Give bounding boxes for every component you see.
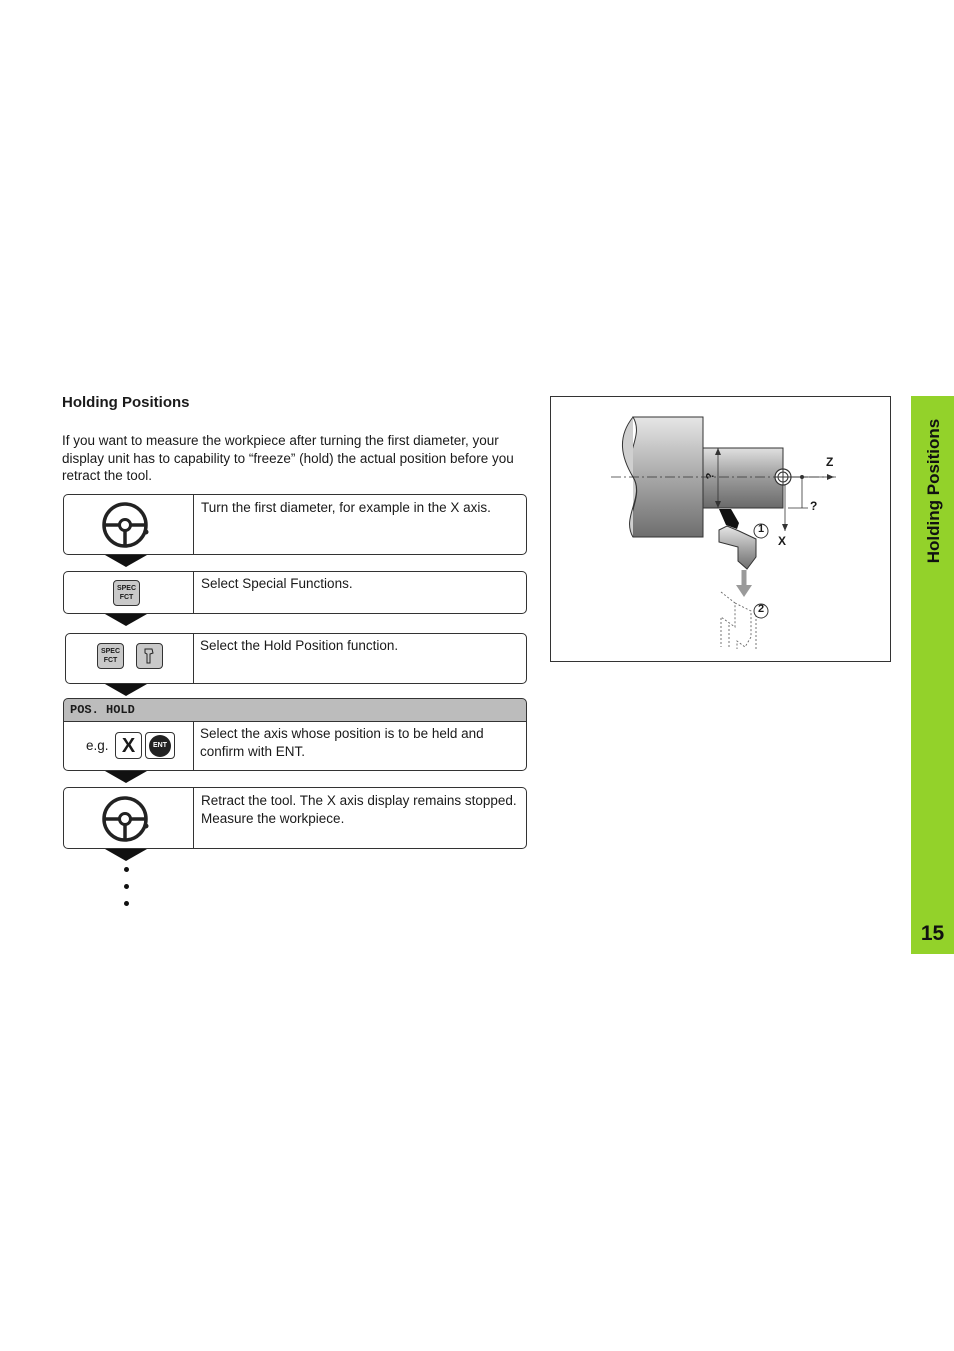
step-1-text: Turn the first diameter, for example in the X axis. (201, 500, 491, 515)
display-header: POS. HOLD (63, 698, 527, 722)
step-4-text: Select the axis whose position is to be held and confirm with ENT. (200, 726, 484, 759)
handwheel-icon (100, 793, 152, 845)
flow-arrow (105, 771, 147, 783)
step-5-text: Retract the tool. The X axis display remains stopped. Measure the workpiece. (201, 793, 517, 826)
continuation-dot (124, 867, 129, 872)
step-3-text: Select the Hold Position function. (200, 638, 399, 653)
step-3-box (65, 633, 527, 684)
axis-x-key[interactable]: X (115, 732, 142, 759)
sidebar-title: Holding Positions (923, 418, 943, 564)
flow-arrow (105, 849, 147, 861)
step-4-box (63, 721, 527, 771)
diameter-label: ? (704, 472, 717, 480)
flow-arrow (105, 614, 147, 626)
spec-fct-key[interactable]: SPEC FCT (113, 580, 140, 606)
marker-1: 1 (757, 523, 765, 535)
ent-key[interactable]: ENT (145, 732, 175, 759)
hold-icon (137, 644, 162, 668)
step-2-box (63, 571, 527, 614)
spec-fct-key[interactable]: SPEC FCT (97, 643, 124, 669)
marker-2: 2 (757, 603, 765, 615)
intro-paragraph: If you want to measure the workpiece after turning the first diameter, your display unit has to capability to “freeze” (hold) the actual position before you retract the tool. (62, 433, 514, 483)
z-axis-label: Z (826, 455, 834, 469)
x-dimension-label: ? (810, 499, 818, 513)
step-4-prefix: e.g. (86, 738, 109, 753)
x-axis-label: X (778, 534, 787, 548)
step-5-box (63, 787, 527, 849)
lathe-figure (550, 396, 891, 662)
continuation-dot (124, 901, 129, 906)
step-2-text: Select Special Functions. (201, 576, 353, 591)
page-number: 15 (920, 922, 945, 945)
flow-arrow (105, 684, 147, 696)
handwheel-icon (100, 499, 152, 551)
sidebar-tab (911, 396, 954, 954)
lathe-diagram (551, 397, 890, 661)
section-heading: Holding Positions (62, 394, 190, 411)
continuation-dot (124, 884, 129, 889)
hold-function-key[interactable] (136, 643, 163, 669)
step-1-box (63, 494, 527, 555)
flow-arrow (105, 555, 147, 567)
